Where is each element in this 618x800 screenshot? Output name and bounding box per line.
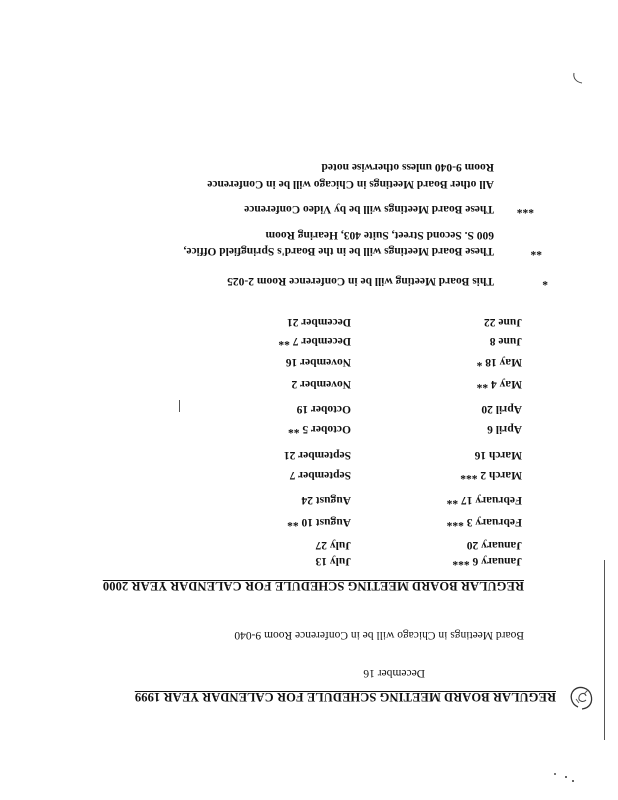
footnote-marker: *: [542, 275, 548, 287]
footnote-text: These Board Meetings will be by Video Conference: [244, 203, 494, 215]
date-cell: October 5 **: [287, 423, 351, 435]
date-cell: February 17 **: [446, 494, 522, 506]
location-note-1999: Board Meetings in Chicago will be in Conference Room 9-040: [234, 629, 524, 641]
date-cell: December 7 **: [278, 335, 351, 347]
date-cell: September 21: [283, 449, 351, 461]
scan-mark: [570, 71, 584, 85]
date-cell: June 22: [483, 316, 522, 328]
date-cell: October 19: [296, 403, 351, 415]
footnote-text: All other Board Meetings in Chicago will be in Conference: [207, 178, 494, 190]
heading-1999: REGULAR BOARD MEETING SCHEDULE FOR CALENDAR YEAR 1999: [134, 690, 556, 704]
scan-speck: [565, 776, 567, 778]
date-cell: February 3 ***: [446, 516, 522, 528]
footnote-text: 600 S. Second Street, Suite 403, Hearing Room: [265, 229, 494, 241]
scan-speck: [554, 773, 556, 775]
footnote-text: These Board Meetings will be in the Board's Springfield Office,: [183, 245, 494, 257]
date-cell: May 4 **: [476, 378, 522, 390]
date-cell: August 24: [301, 494, 351, 506]
date-cell: September 7: [289, 469, 351, 481]
scan-blot-mark: [568, 682, 596, 712]
footnote-text: Room 9-040 unless otherwise noted: [321, 161, 494, 173]
date-cell: March 16: [474, 449, 522, 461]
date-cell: November 2: [291, 378, 351, 390]
date-cell: April 6: [487, 423, 522, 435]
date-cell: August 10 **: [287, 516, 351, 528]
date-cell: December 21: [287, 316, 351, 328]
date-cell: May 18 *: [476, 356, 522, 368]
footnote-marker: **: [530, 245, 542, 257]
footnote-text: This Board Meeting will be in Conference Room 2-025: [227, 275, 494, 287]
date-cell: March 2 ***: [460, 469, 522, 481]
date-1999-december: December 16: [363, 667, 425, 679]
scan-speck: [572, 780, 574, 782]
date-cell: July 27: [315, 539, 351, 551]
date-cell: January 6 ***: [452, 555, 522, 567]
date-cell: November 16: [285, 356, 351, 368]
date-cell: April 20: [481, 403, 522, 415]
date-cell: July 13: [315, 555, 351, 567]
footnote-marker: ***: [516, 203, 534, 215]
scan-edge-line: [604, 560, 605, 740]
date-cell: January 20: [466, 539, 522, 551]
date-cell: June 8: [489, 335, 522, 347]
scan-mark: [179, 400, 180, 412]
heading-2000: REGULAR BOARD MEETING SCHEDULE FOR CALENDAR YEAR 2000: [102, 579, 524, 593]
